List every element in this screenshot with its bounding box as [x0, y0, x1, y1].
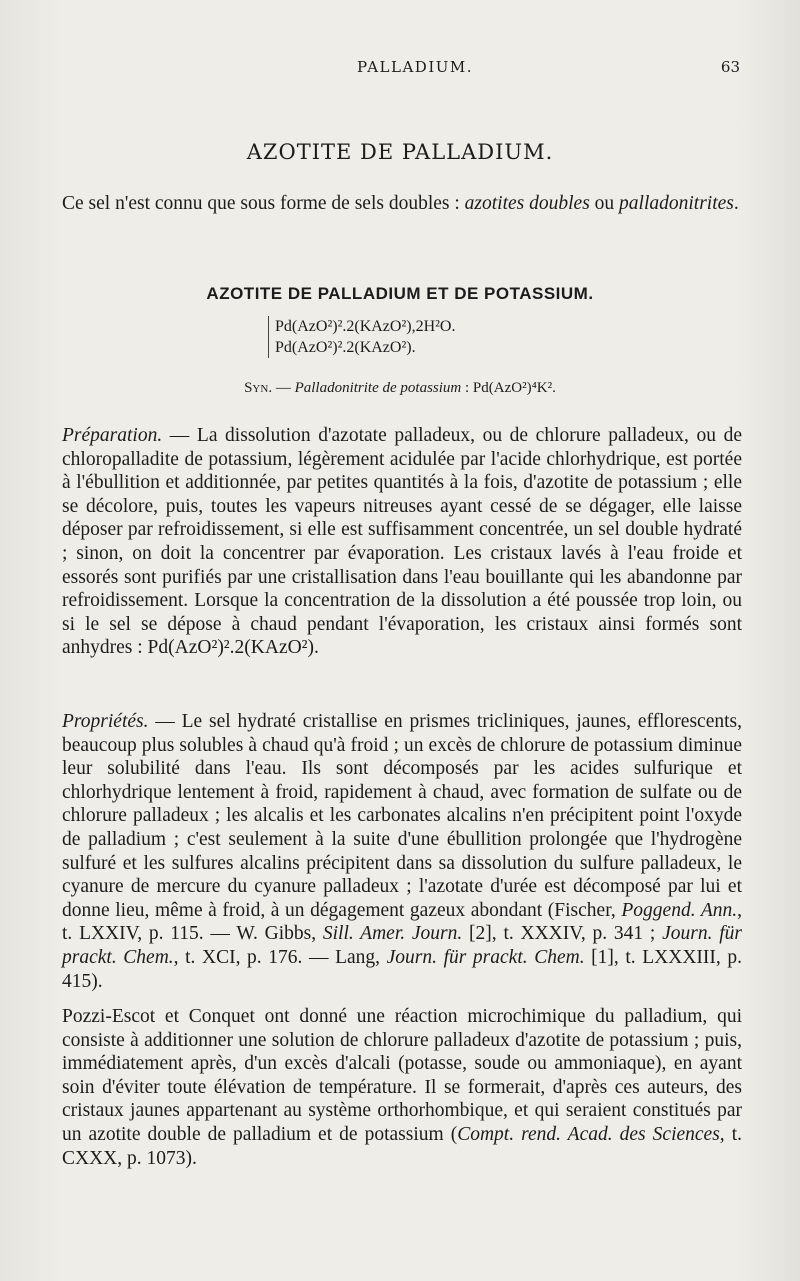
- formula-block: [268, 316, 455, 358]
- proprietes-text-5: [1], t. LXXXIII, p. 415).: [62, 946, 743, 992]
- preparation-text: — La dissolution d'azotate palladeux, ou de chlorure palladeux, ou de chloropalladite de potassium, légèrement acidulée par l'acide chlorhydrique, est portée à l'ébullition et additionnée, par petites quantités à la fois, d'azotite de potassium ; elle se décolore, puis, toutes les vapeurs nitreuses ayant cessé de se dégager, elle laisse déposer par refroidissement, si elle est suffisamment concentrée, un sel double hydraté ; sinon, on doit la concentrer par évaporation. Les cristaux lavés à l'eau froide et essorés sont purifiés par une cristallisation dans l'eau bouillante qui les abandonne par refroidissement. Lorsque la concentration de la dissolution a été poussée trop loin, ou si le sel se dépose à chaud pendant l'évaporation, les cristaux ainsi formés sont anhydres : Pd(AzO²)².2(KAzO²).: [62, 425, 742, 659]
- proprietes-text-4: , t. XCI, p. 176. — Lang,: [173, 946, 387, 968]
- intro-mid: ou: [589, 193, 620, 214]
- synonym-label: Syn.: [244, 380, 273, 396]
- formula-anhydrous: Pd(AzO²)².2(KAzO²).: [275, 339, 416, 356]
- pozzi-text-2: , t. CXXX, p. 1073).: [62, 1123, 742, 1169]
- proprietes-heading: Propriétés.: [62, 711, 149, 732]
- ref-poggend: Poggend. Ann.: [621, 899, 738, 921]
- section-title: AZOTITE DE PALLADIUM.: [246, 140, 554, 164]
- pozzi-text-1: Pozzi-Escot et Conquet ont donné une réaction microchimique du palladium, qui consiste à additionner une solution de chlorure palladeux d'azotite de potassium ; puis, immédiatement après, d'un excès d'alcali (potasse, soude ou ammoniaque), en ayant soin d'éviter toute élévation de température. Il se formerait, d'après ces auteurs, des cristaux jaunes appartenant au système orthorhombique, et qui seraient constitués par un azotite double de palladium et de potassium (: [62, 1006, 742, 1145]
- ref-sill-amer: Sill. Amer. Journ.: [322, 923, 463, 945]
- page-number: 63: [720, 58, 740, 76]
- page-header: [90, 58, 740, 80]
- running-head: PALLADIUM.: [356, 58, 474, 76]
- intro-term-palladonitrites: palladonitrites: [619, 193, 734, 214]
- intro-paragraph: [62, 192, 742, 216]
- proprietes-paragraph: [62, 710, 742, 993]
- ref-compt-rend: Compt. rend. Acad. des Sciences: [457, 1123, 720, 1145]
- synonym-formula: Pd(AzO²)⁴K².: [472, 380, 556, 396]
- intro-end: .: [733, 193, 739, 214]
- synonym-line: [60, 380, 740, 397]
- ref-journ-prackt-1: Journ. für prackt. Chem.: [62, 923, 742, 968]
- preparation-heading: Préparation.: [62, 425, 163, 446]
- synonym-sep: :: [461, 380, 473, 396]
- subsection-title: AZOTITE DE PALLADIUM ET DE POTASSIUM.: [206, 284, 594, 303]
- ref-journ-prackt-2: Journ. für prackt. Chem.: [386, 946, 585, 968]
- intro-text: Ce sel n'est connu que sous forme de sels doubles :: [62, 193, 465, 214]
- proprietes-text-1: — Le sel hydraté cristallise en prismes tricliniques, jaunes, efflorescents, beaucoup plus solubles à chaud qu'à froid ; un excès de chlorure de potassium diminue leur solubilité dans l'eau. Ils sont décomposés par les acides sulfurique et chlorhydrique lentement à froid, rapidement à chaud, avec formation de sulfate ou de chlorure palladeux ; les alcalis et les carbonates alcalins n'en précipitent point l'oxyde de palladium ; c'est seulement à la suite d'une ébullition prolongée que l'hydrogène sulfuré et les sulfures alcalins précipitent dans sa dissolution du sulfure palladeux, le cyanure de mercure du cyanure palladeux ; l'azotate d'urée est décomposé par lui et donne lieu, même à froid, à un dégagement gazeux abondant (Fischer,: [62, 711, 742, 921]
- intro-term-azotites-doubles: azotites doubles: [464, 193, 590, 214]
- pozzi-paragraph: [62, 1005, 742, 1170]
- proprietes-text-2: , t. LXXIV, p. 115. — W. Gibbs,: [62, 899, 742, 945]
- proprietes-text-3: [2], t. XXXIV, p. 341 ;: [462, 923, 663, 945]
- synonym-name: Palladonitrite de potassium: [294, 380, 462, 396]
- synonym-dash: —: [272, 380, 295, 396]
- preparation-paragraph: [62, 424, 742, 660]
- formula-hydrated: Pd(AzO²)².2(KAzO²),2H²O.: [275, 318, 456, 335]
